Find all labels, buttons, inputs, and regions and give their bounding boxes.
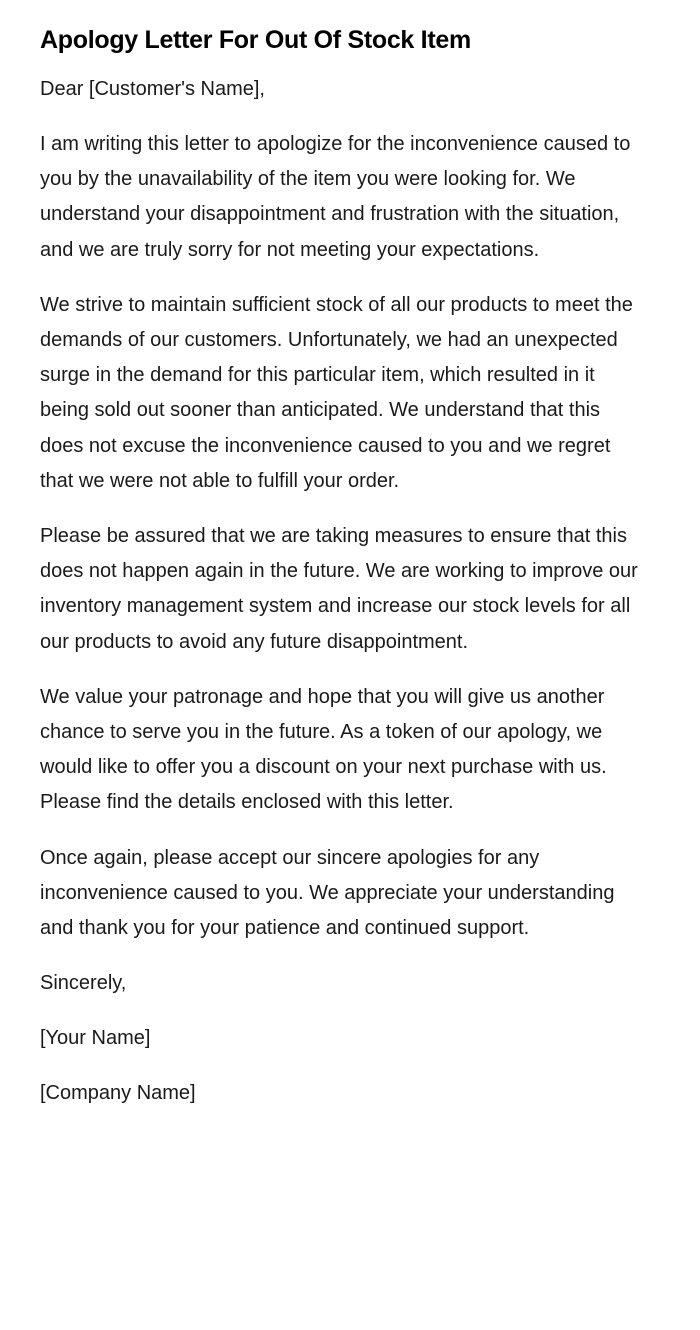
signature-name: [Your Name] [40, 1027, 151, 1050]
letter-paragraph: Please be assured that we are taking measures to ensure that this does not happen again in the future. We are working to improve our inventory management system and increase our stock levels for all our products to avoid any future disappointment. [40, 525, 638, 653]
letter-closing: Sincerely, [40, 972, 127, 995]
letter-paragraph: Once again, please accept our sincere apologies for any inconvenience caused to you. We appreciate your understanding and thank you for your patience and continued support. [40, 846, 615, 940]
letter-title: Apology Letter For Out Of Stock Item [40, 26, 471, 54]
letter-paragraph: I am writing this letter to apologize for the inconvenience caused to you by the unavailability of the item you were looking for. We understand your disappointment and frustration with the situation, and we are truly sorry for not meeting your expectations. [40, 133, 631, 261]
letter-paragraph: We strive to maintain sufficient stock of all our products to meet the demands of our customers. Unfortunately, we had an unexpected surge in the demand for this particular item, which resulted in it being sold out sooner than anticipated. We understand that this does not excuse the inconvenience caused to you and we regret that we were not able to fulfill your order. [40, 293, 633, 492]
letter-greeting: Dear [Customer's Name], [40, 78, 265, 100]
letter-paragraph: We value your patronage and hope that you will give us another chance to serve you in the future. As a token of our apology, we would like to offer you a discount on your next purchase with us. Please find the details enclosed with this letter. [40, 685, 607, 814]
company-name: [Company Name] [40, 1082, 196, 1105]
